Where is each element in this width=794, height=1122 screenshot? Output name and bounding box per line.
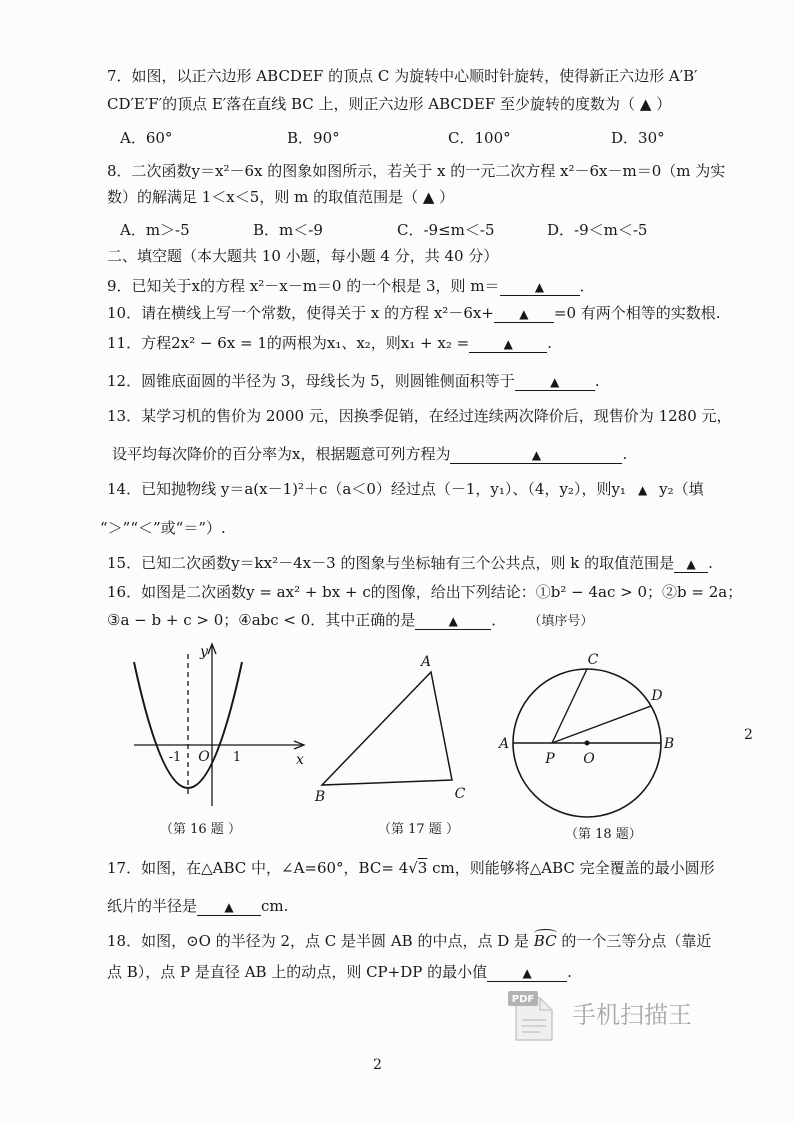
q8-option-c: C．-9≤m＜-5 — [397, 221, 495, 239]
q18-line-1 — [107, 931, 711, 951]
pdf-label-text: PDF — [511, 994, 535, 1005]
point-label-d: D — [651, 688, 663, 704]
q15-answer-blank — [674, 557, 708, 573]
figure-16-caption: （第 16 题 ） — [160, 822, 241, 837]
vertex-label-a: A — [420, 654, 432, 670]
x-axis-label: x — [296, 752, 304, 768]
q8-option-b: B．m＜-9 — [253, 221, 323, 239]
q9-answer-blank — [500, 280, 580, 296]
q17-radical-sign: √ — [408, 859, 418, 877]
q18-answer-blank — [487, 966, 567, 982]
q18-text-end: . — [567, 963, 572, 981]
question-10 — [107, 303, 721, 323]
point-label-o: O — [583, 751, 595, 767]
question-12 — [107, 371, 600, 391]
q14-answer-mark: ▲ — [637, 483, 648, 497]
center-point-o — [585, 741, 590, 746]
q8-line-2: 数）的解满足 1＜x＜5，则 m 的取值范围是（ ▲ ） — [107, 188, 455, 206]
q18-text-2: 点 B），点 P 是直径 AB 上的动点，则 CP+DP 的最小值 — [107, 963, 488, 981]
blank-mark: ▲ — [522, 966, 532, 980]
q17-line-2 — [107, 896, 288, 916]
q7-option-a: A．60° — [120, 129, 173, 147]
q14-text: 14．已知抛物线 y＝a(x－1)²＋c（a＜0）经过点（－1，y₁）、（4，y₂），则y₁ — [107, 480, 626, 498]
point-label-c: C — [587, 652, 599, 668]
q16-line-1: 16．如图是二次函数y = ax² + bx + c的图像，给出下列结论：①b² − 4ac > 0；②b = 2a； — [107, 583, 743, 601]
blank-mark: ▲ — [448, 614, 458, 628]
figure-16-parabola-graph — [130, 640, 310, 808]
q7-line-1: 7．如图，以正六边形 ABCDEF 的顶点 C 为旋转中心顺时针旋转，使得新正六边形 A′B′ — [107, 67, 698, 85]
q14-line-1 — [107, 479, 704, 500]
q17-radicand: 3 — [417, 859, 428, 877]
question-11 — [107, 333, 552, 353]
tick-label-1: 1 — [232, 750, 242, 765]
q10-text-end: =0 有两个相等的实数根. — [553, 304, 721, 322]
q11-text: 11．方程2x² − 6x = 1的两根为x₁、x₂，则x₁ + x₂ = — [107, 334, 470, 352]
q7-option-c: C．100° — [448, 129, 511, 147]
pdf-icon — [506, 988, 560, 1044]
point-label-b: B — [663, 736, 675, 752]
question-15 — [107, 553, 713, 573]
q13-text-end: . — [622, 445, 628, 463]
q17-text-2: 纸片的半径是 — [107, 897, 198, 915]
blank-mark: ▲ — [534, 280, 545, 294]
q13-line-1: 13．某学习机的售价为 2000 元，因换季促销，在经过连续两次降价后，现售价为 1280 元， — [107, 407, 732, 425]
q15-text: 15．已知二次函数y＝kx²－4x－3 的图象与坐标轴有三个公共点，则 k 的取值范围是 — [107, 554, 675, 572]
q7-option-d: D．30° — [611, 129, 665, 147]
q13-line-2 — [112, 444, 627, 464]
question-9 — [107, 276, 595, 296]
q17-text-end: cm. — [261, 897, 289, 915]
blank-mark: ▲ — [686, 557, 696, 571]
point-label-a: A — [498, 736, 510, 752]
side-margin-number: 2 — [744, 727, 753, 743]
parabola-curve — [134, 662, 242, 788]
figure-17-triangle — [310, 648, 475, 808]
figure-18-circle — [498, 645, 680, 821]
q7-line-2: CD′E′F′的顶点 E′落在直线 BC 上，则正六边形 ABCDEF 至少旋转的度数为（ ▲ ） — [107, 95, 672, 113]
q18-text: 18．如图，⊙O 的半径为 2，点 C 是半圆 AB 的中点，点 D 是 — [107, 932, 534, 950]
page-number: 2 — [373, 1057, 382, 1073]
q9-text: 9．已知关于x的方程 x²－x－m＝0 的一个根是 3，则 m＝ — [107, 277, 500, 295]
tick-label-neg1: -1 — [168, 750, 182, 765]
q18-arc-bc: BC — [533, 932, 557, 950]
q17-line-1 — [107, 858, 715, 878]
q10-answer-blank — [494, 307, 554, 323]
q12-answer-blank — [515, 375, 595, 391]
q10-text: 10．请在横线上写一个常数，使得关于 x 的方程 x²－6x+ — [107, 304, 494, 322]
q17-text-cont: cm，则能够将△ABC 完全覆盖的最小圆形 — [427, 859, 715, 877]
q16-text: ③a − b + c > 0；④abc < 0．其中正确的是 — [107, 611, 416, 629]
triangle-abc — [322, 672, 452, 785]
figure-17-caption: （第 17 题 ） — [378, 822, 459, 837]
q16-fill-hint: （填序号） — [528, 614, 594, 629]
blank-mark: ▲ — [224, 900, 234, 914]
q17-answer-blank — [197, 900, 261, 916]
section-title-fill-in: 二、填空题（本大题共 10 小题，每小题 4 分，共 40 分） — [107, 247, 499, 265]
q8-option-a: A．m＞-5 — [120, 221, 190, 239]
q11-text-end: . — [547, 334, 552, 352]
q16-answer-blank — [415, 614, 491, 630]
q13-text: 设平均每次降价的百分率为x，根据题意可列方程为 — [112, 445, 451, 463]
q16-text-end: ． — [491, 611, 507, 629]
origin-label: O — [198, 749, 210, 765]
vertex-label-c: C — [454, 786, 466, 802]
point-label-p: P — [545, 751, 555, 767]
q16-line-2 — [107, 610, 593, 632]
q12-text: 12．圆锥底面圆的半径为 3，母线长为 5，则圆锥侧面积等于 — [107, 372, 515, 390]
watermark-text: 手机扫描王 — [572, 1001, 692, 1029]
blank-mark: ▲ — [519, 307, 529, 321]
figure-18-caption: （第 18 题） — [565, 827, 642, 842]
q14-text-end: y₂（填 — [659, 480, 704, 498]
q18-text-cont: 的一个三等分点（靠近 — [556, 932, 712, 950]
q7-option-b: B．90° — [287, 129, 340, 147]
q9-text-end: ． — [579, 277, 595, 295]
q12-text-end: . — [594, 372, 600, 390]
blank-mark: ▲ — [503, 337, 513, 351]
q11-answer-blank — [469, 337, 547, 353]
q17-root-coef: 4 — [398, 859, 409, 877]
vertex-label-b: B — [314, 789, 326, 805]
y-axis-label: y — [200, 644, 208, 660]
q8-option-d: D．-9＜m＜-5 — [547, 221, 648, 239]
q18-line-2 — [107, 962, 572, 982]
blank-mark: ▲ — [550, 375, 560, 389]
q17-text: 17．如图，在△ABC 中，∠A=60°，BC= — [107, 859, 399, 877]
q13-answer-blank — [450, 448, 622, 464]
q15-text-end: . — [708, 554, 713, 572]
q8-line-1: 8．二次函数y＝x²－6x 的图象如图所示，若关于 x 的一元二次方程 x²－6x－m＝0（m 为实 — [107, 162, 726, 180]
blank-mark: ▲ — [531, 448, 542, 462]
q14-line-2: “＞”“＜”或“＝”）. — [100, 519, 226, 537]
